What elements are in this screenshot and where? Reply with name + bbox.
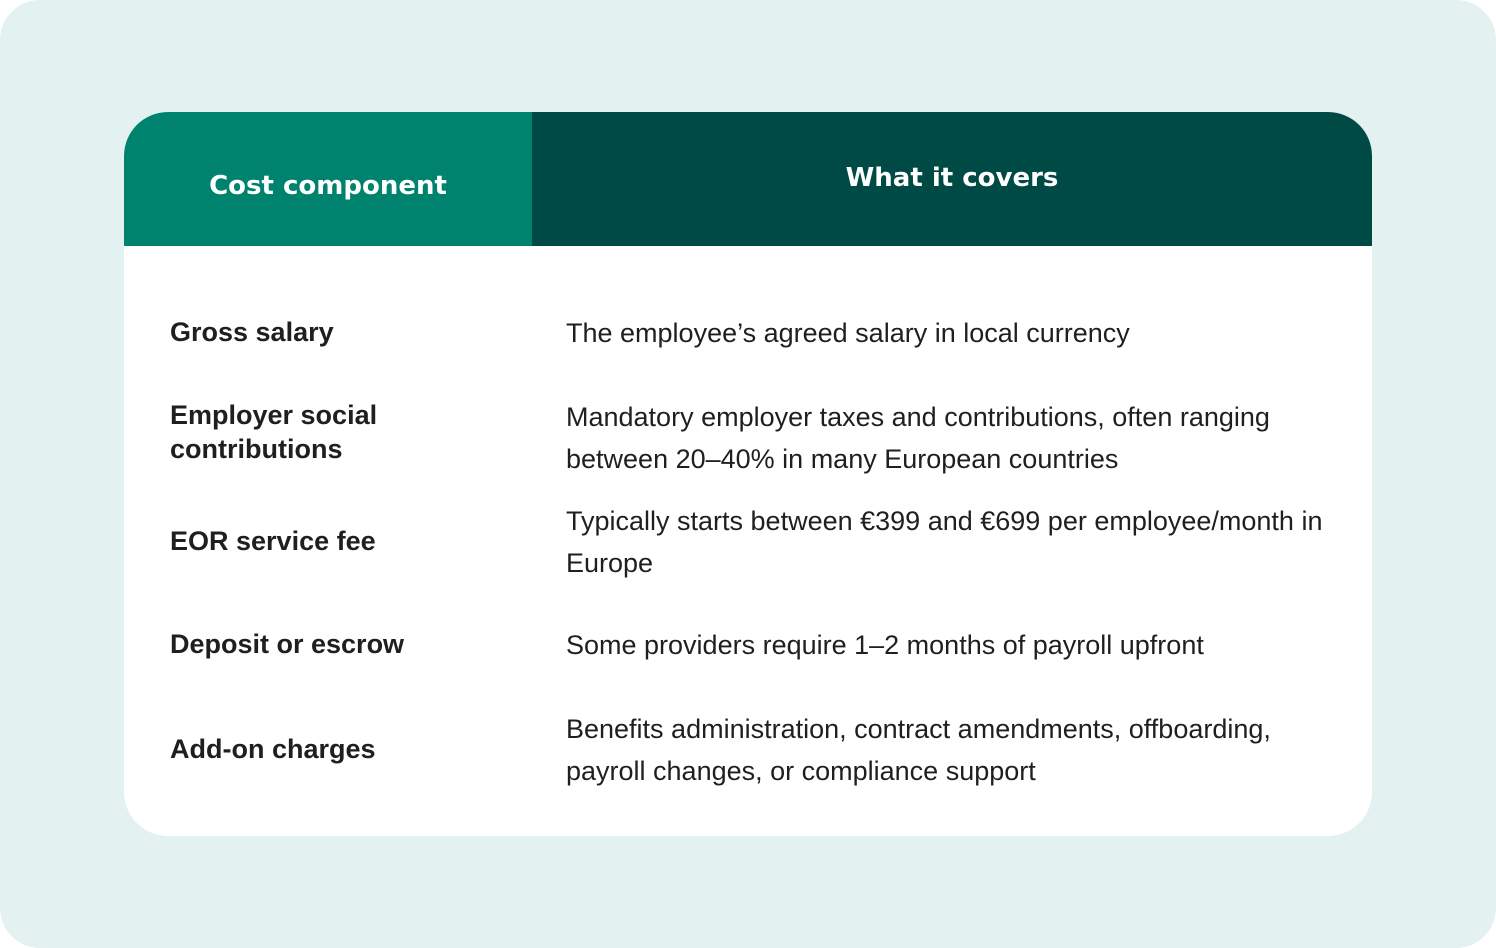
row-label: Deposit or escrow <box>170 629 405 659</box>
header-cell-cost-component <box>124 112 532 246</box>
row-description: Benefits administration, contract amendments, offboarding, payroll changes, or compliance support <box>566 714 1271 786</box>
row-description: Some providers require 1–2 months of payroll upfront <box>566 630 1204 660</box>
header-label-what-it-covers: What it covers <box>845 163 1059 193</box>
header-label-cost-component: Cost component <box>209 171 447 201</box>
row-description: Mandatory employer taxes and contributions, often ranging between 20–40% in many European countries <box>566 402 1270 474</box>
row-label: Gross salary <box>170 317 334 347</box>
row-description: The employee’s agreed salary in local currency <box>566 318 1130 348</box>
row-description: Typically starts between €399 and €699 per employee/month in Europe <box>566 506 1323 578</box>
row-label: Employer social contributions <box>170 400 378 464</box>
header-cell-what-it-covers <box>532 112 1372 246</box>
cost-table <box>124 112 1372 836</box>
row-label: Add-on charges <box>170 734 376 764</box>
table-header <box>124 112 1372 246</box>
row-label: EOR service fee <box>170 526 376 556</box>
